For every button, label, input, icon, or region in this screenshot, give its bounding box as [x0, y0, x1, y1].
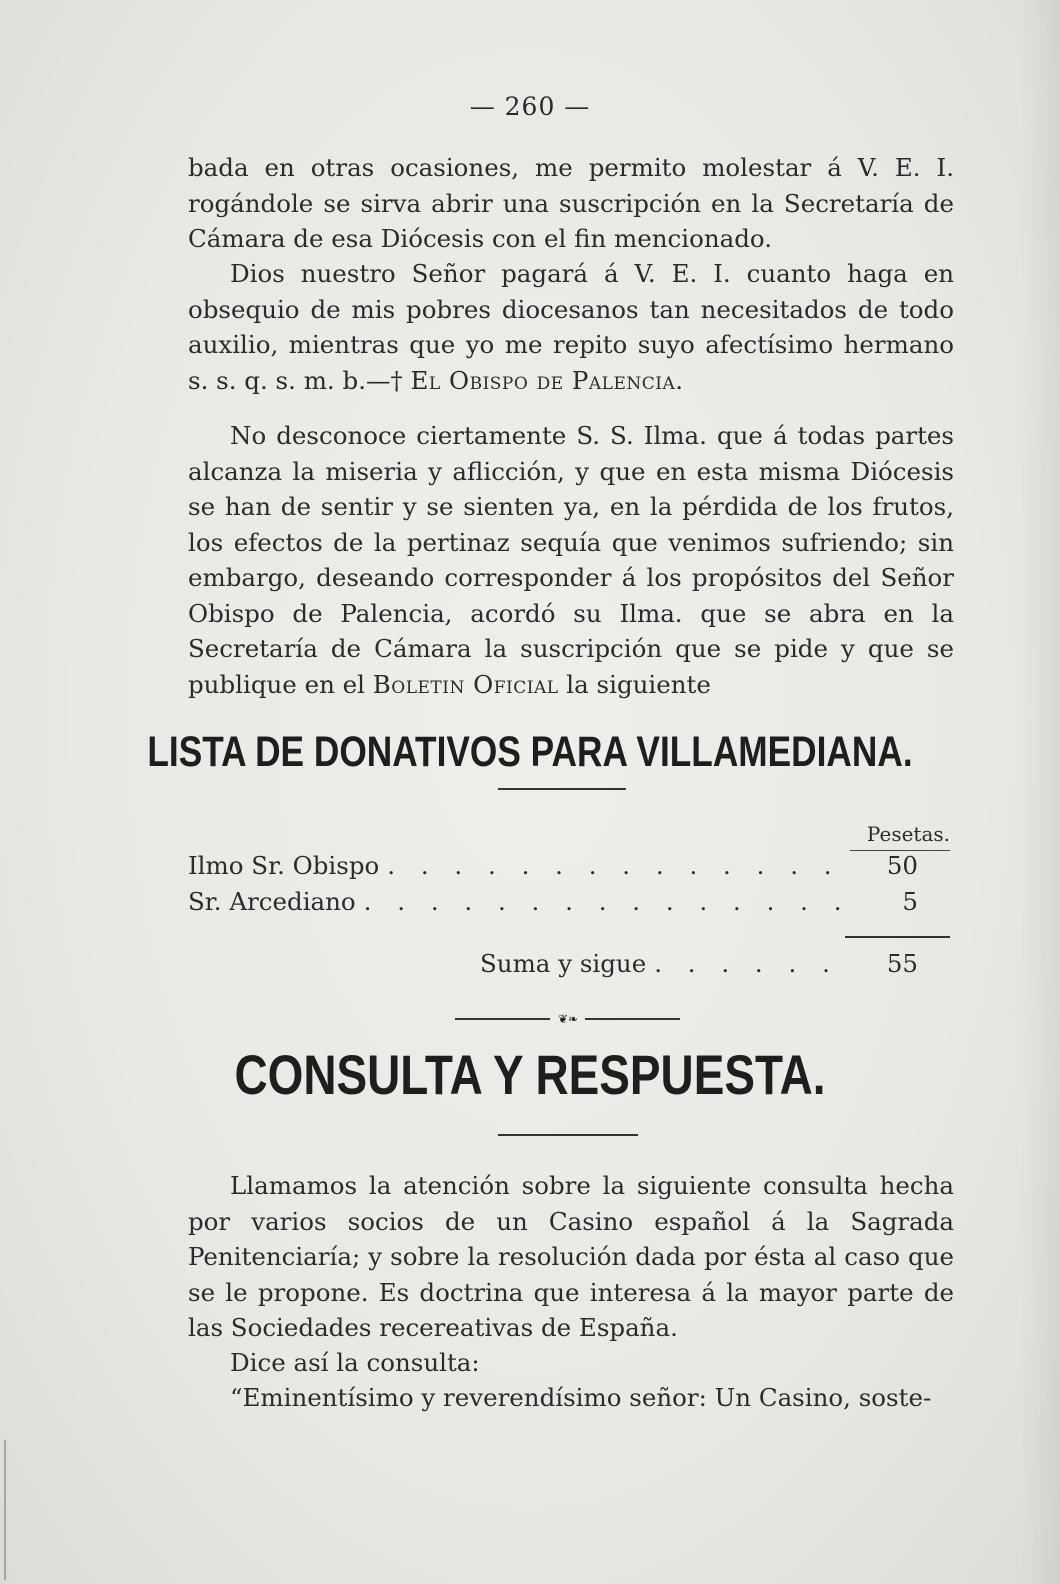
sum-label: Suma y sigue: [480, 949, 647, 978]
paragraph-text: [188, 256, 954, 398]
donations-heading: LISTA DE DONATIVOS PARA VILLAMEDIANA.: [147, 728, 913, 776]
dot-leader: [646, 948, 858, 980]
heading-underline: [498, 788, 626, 790]
ornament-line-left: [455, 1018, 550, 1020]
paragraph-text: bada en otras ocasiones, me permito molestar á V. E. I. rogándole se sirva abrir una suscripción en la Secretaría de Cámara de esa Diócesis con el fin mencionado.: [188, 153, 954, 253]
paragraph-text: “Eminentísimo y reverendísimo señor: Un Casino, soste-: [230, 1383, 932, 1412]
donor-name: Ilmo Sr. Obispo: [188, 851, 380, 880]
paragraph-text: Dice así la consulta:: [230, 1348, 480, 1377]
sum-amount: 55: [886, 949, 918, 978]
donation-amount: 50: [886, 851, 918, 880]
donor-name: Sr. Arcediano: [188, 887, 356, 916]
paragraph-response: [188, 418, 954, 702]
sum-row: [480, 948, 918, 980]
binding-mark: [4, 1440, 6, 1580]
dot-leader: [379, 850, 858, 882]
paragraph-text: [188, 418, 954, 702]
page-number: — 260 —: [469, 92, 591, 121]
paragraph-closing-letter: [188, 256, 954, 398]
closing-text: Dios nuestro Señor pagará á V. E. I. cuanto haga en obsequio de mis pobres diocesanos tan necesitados de todo auxilio, mientras que yo me repito suyo afectísimo hermano s. s. q. s. m. b.—†: [188, 259, 954, 395]
sum-rule: [845, 936, 950, 938]
paragraph-text: Llamamos la atención sobre la siguiente consulta hecha por varios socios de un Casino español á la Sagrada Penitenciaría; y sobre la resolución dada por ésta al caso que se le propone. Es doctrina que interesa á la mayor parte de las Sociedades recereativas de España.: [188, 1171, 954, 1342]
ornament-line-right: [585, 1018, 680, 1020]
donation-row: [188, 886, 918, 918]
ornament-flourish-icon: ❦❧: [557, 1012, 579, 1026]
consulta-heading: CONSULTA Y RESPUESTA.: [234, 1043, 826, 1106]
response-text: No desconoce ciertamente S. S. Ilma. que á todas partes alcanza la miseria y aflicción, y que en esta misma Diócesis se han de sentir y se sienten ya, en la pérdida de los frutos, los efectos de la pertinaz sequía que venimos sufriendo; sin embargo, deseando corresponder á los propósitos del Señor Obispo de Palencia, acordó su Ilma. que se abra en la Secretaría de Cámara la suscripción que se pide y que se publique en el: [188, 421, 954, 699]
consulta-quote-start: [188, 1380, 954, 1416]
consulta-intro: [188, 1168, 954, 1346]
ornamental-divider: [455, 1012, 680, 1026]
consulta-lead: [188, 1345, 954, 1381]
donation-amount: 5: [902, 887, 918, 916]
dot-leader: [356, 886, 858, 918]
page-edge-shadow: [1020, 0, 1060, 1584]
donation-row: [188, 850, 918, 882]
publication-name: Boletin Oficial: [372, 669, 559, 699]
heading-underline: [498, 1134, 638, 1136]
response-text-end: la siguiente: [558, 669, 711, 699]
pesetas-column-header: Pesetas.: [850, 822, 950, 851]
paragraph-continuation: [188, 150, 954, 257]
signature: El Obispo de Palencia.: [410, 365, 684, 395]
